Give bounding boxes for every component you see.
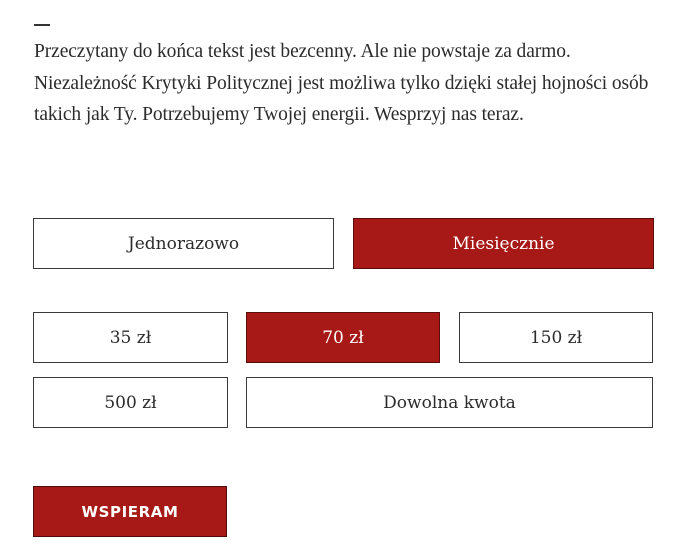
appeal-text: Przeczytany do końca tekst jest bezcenny. Ale nie powstaje za darmo. Niezależność Krytyki Politycznej jest możliwa tylko dzięki stałej hojności osób takich jak Ty. Potrzebujemy Twojej energii. Wesprzyj nas teraz. <box>34 41 649 125</box>
amount-500-label: 500 zł <box>104 392 157 413</box>
support-submit-button[interactable] <box>33 486 227 537</box>
amount-35-button[interactable] <box>33 312 228 363</box>
frequency-one-time-label: Jednorazowo <box>127 233 240 254</box>
frequency-monthly-label: Miesięcznie <box>452 233 555 254</box>
amount-150-button[interactable] <box>459 312 653 363</box>
amount-500-button[interactable] <box>33 377 228 428</box>
divider-dash <box>34 24 50 26</box>
frequency-one-time-button[interactable] <box>33 218 334 269</box>
frequency-monthly-button[interactable] <box>353 218 654 269</box>
support-submit-label: WSPIERAM <box>81 502 179 521</box>
amount-35-label: 35 zł <box>109 327 152 348</box>
amount-70-button[interactable] <box>246 312 440 363</box>
amount-70-label: 70 zł <box>322 327 364 348</box>
amount-custom-button[interactable] <box>246 377 653 428</box>
amount-custom-label: Dowolna kwota <box>383 392 516 413</box>
amount-150-label: 150 zł <box>529 327 583 348</box>
